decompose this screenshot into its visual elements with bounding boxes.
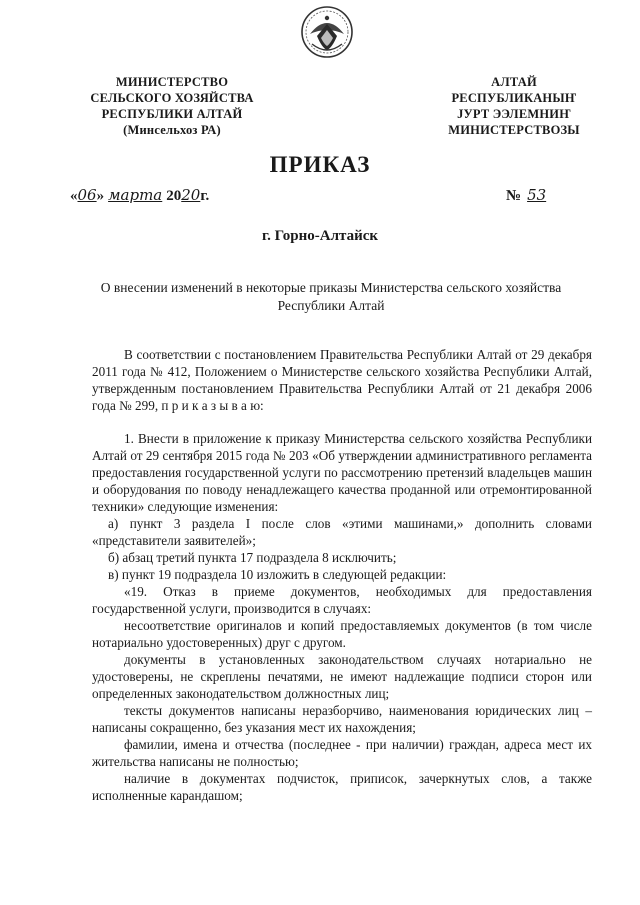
document-city: г. Горно-Алтайск xyxy=(261,228,379,244)
refusal-case-paragraph: несоответствие оригиналов и копий предоставляемых документов (в том числе нотариально удостоверенных) друг с другом. xyxy=(92,618,592,650)
document-subject: О внесении изменений в некоторые приказы Министерства сельского хозяйства Республики Алтай xyxy=(100,280,562,313)
clause-19-paragraph: «19. Отказ в приеме документов, необходимых для предоставления государственной услуги, производится в случаях: xyxy=(92,584,592,616)
header-left-line: МИНИСТЕРСТВО xyxy=(115,75,229,89)
header-right-line: МИНИСТЕРСТВОЗЫ xyxy=(448,123,580,137)
header-right-line: АЛТАЙ xyxy=(491,75,537,89)
preamble-paragraph: В соответствии с постановлением Правительства Республики Алтай от 29 декабря 2011 года № 412, Положением о Министерстве сельского хозяйства Республики Алтай, утвержденным постановлением Правительства Республики Алтай от 21 декабря 2006 года № 299, п р и к а з ы в а ю: xyxy=(92,347,592,413)
date-day: 06 xyxy=(77,186,97,204)
item-1a-paragraph: а) пункт 3 раздела I после слов «этими машинами,» дополнить словами «представители заявителей»; xyxy=(92,516,592,548)
date-year-suffix: 20 xyxy=(181,186,201,204)
ministry-name-russian xyxy=(62,74,282,138)
document-body xyxy=(92,346,592,804)
refusal-case-paragraph: документы в установленных законодательством случаях нотариально не удостоверены, не скреплены печатями, не имеют надлежащие подписи сторон или определенных законодательством должностных лиц; xyxy=(92,652,592,701)
refusal-case-paragraph: тексты документов написаны неразборчиво, наименования юридических лиц – написаны сокращенно, без указания мест их нахождения; xyxy=(92,703,592,735)
date-year-mark: г. xyxy=(200,188,210,204)
item-1-paragraph: 1. Внести в приложение к приказу Министерства сельского хозяйства Республики Алтай от 29 сентября 2015 года № 203 «Об утверждении административного регламента предоставления государственной услуги по рассмотрению претензий владельцев машин и оборудования по поводу ненадлежащего качества проданной или отремонтированной техники» следующие изменения: xyxy=(92,431,592,514)
document-type-title: ПРИКАЗ xyxy=(269,152,371,177)
refusal-case-paragraph: фамилии, имена и отчества (последнее - при наличии) граждан, адреса мест их жительства написаны не полностью; xyxy=(92,737,592,769)
header-right-line: РЕСПУБЛИКАНЫҤ xyxy=(451,91,577,105)
date-open-quote: « xyxy=(70,188,78,204)
header-left-abbreviation: (Минсельхоз РА) xyxy=(123,123,221,137)
refusal-case-paragraph: наличие в документах подчисток, приписок, зачеркнутых слов, а также исполненные карандашом; xyxy=(92,771,592,803)
coat-of-arms-emblem xyxy=(300,4,354,60)
ministry-name-altai xyxy=(404,74,624,138)
header-right-line: ЈУРТ ЭЭЛЕМНИҤ xyxy=(457,107,571,121)
date-close-quote: » xyxy=(96,188,105,204)
item-1c-paragraph: в) пункт 19 подраздела 10 изложить в следующей редакции: xyxy=(108,567,447,582)
number-value: 53 xyxy=(527,186,547,204)
document-date xyxy=(70,186,209,205)
date-month: марта xyxy=(108,186,163,204)
item-1b-paragraph: б) абзац третий пункта 17 подраздела 8 исключить; xyxy=(108,550,397,565)
number-label: № xyxy=(506,188,522,204)
date-year-prefix: 20 xyxy=(166,188,182,204)
header-left-line: СЕЛЬСКОГО ХОЗЯЙСТВА xyxy=(90,91,254,105)
document-number xyxy=(506,186,552,205)
header-left-line: РЕСПУБЛИКИ АЛТАЙ xyxy=(101,107,243,121)
